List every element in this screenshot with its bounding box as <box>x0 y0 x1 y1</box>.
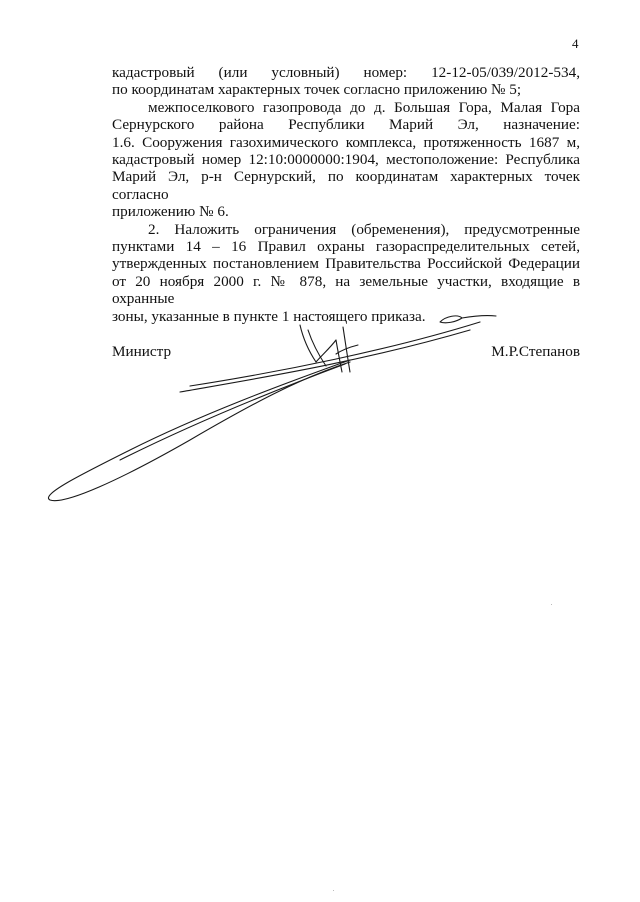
signatory-name: М.Р.Степанов <box>491 343 580 360</box>
scan-speck <box>551 604 552 605</box>
text-line: межпоселкового газопровода до д. Большая Гора, Малая Гора <box>148 98 580 116</box>
signatory-title: Министр <box>112 343 172 360</box>
scan-speck <box>333 890 334 891</box>
paragraph-cadastral-number <box>112 64 580 99</box>
text-line: по координатам характерных точек согласно приложению № 5; <box>112 81 522 99</box>
text-line: приложению № 6. <box>112 203 229 221</box>
paragraph-gas-pipeline <box>112 99 580 221</box>
paragraph-restrictions <box>112 221 580 325</box>
text-line: Марий Эл, р-н Сернурский, по координатам характерных точек согласно <box>112 168 580 203</box>
text-line: 1.6. Сооружения газохимического комплекса, протяженность 1687 м, <box>112 133 580 151</box>
text-line: 2. Наложить ограничения (обременения), предусмотренные <box>148 220 580 238</box>
text-line: пунктами 14 – 16 Правил охраны газораспределительных сетей, <box>112 238 580 256</box>
text-line: зоны, указанные в пункте 1 настоящего приказа. <box>112 307 426 325</box>
text-line: от 20 ноября 2000 г. № 878, на земельные участки, входящие в охранные <box>112 272 580 308</box>
text-line: утвержденных постановлением Правительства Российской Федерации <box>112 255 580 273</box>
document-body <box>112 64 580 325</box>
text-line: Сернурского района Республики Марий Эл, назначение: <box>112 116 580 134</box>
page-number: 4 <box>572 36 579 51</box>
text-line: кадастровый (или условный) номер: 12-12-05/039/2012-534, <box>112 64 580 81</box>
text-line: кадастровый номер 12:10:0000000:1904, местоположение: Республика <box>112 151 580 169</box>
